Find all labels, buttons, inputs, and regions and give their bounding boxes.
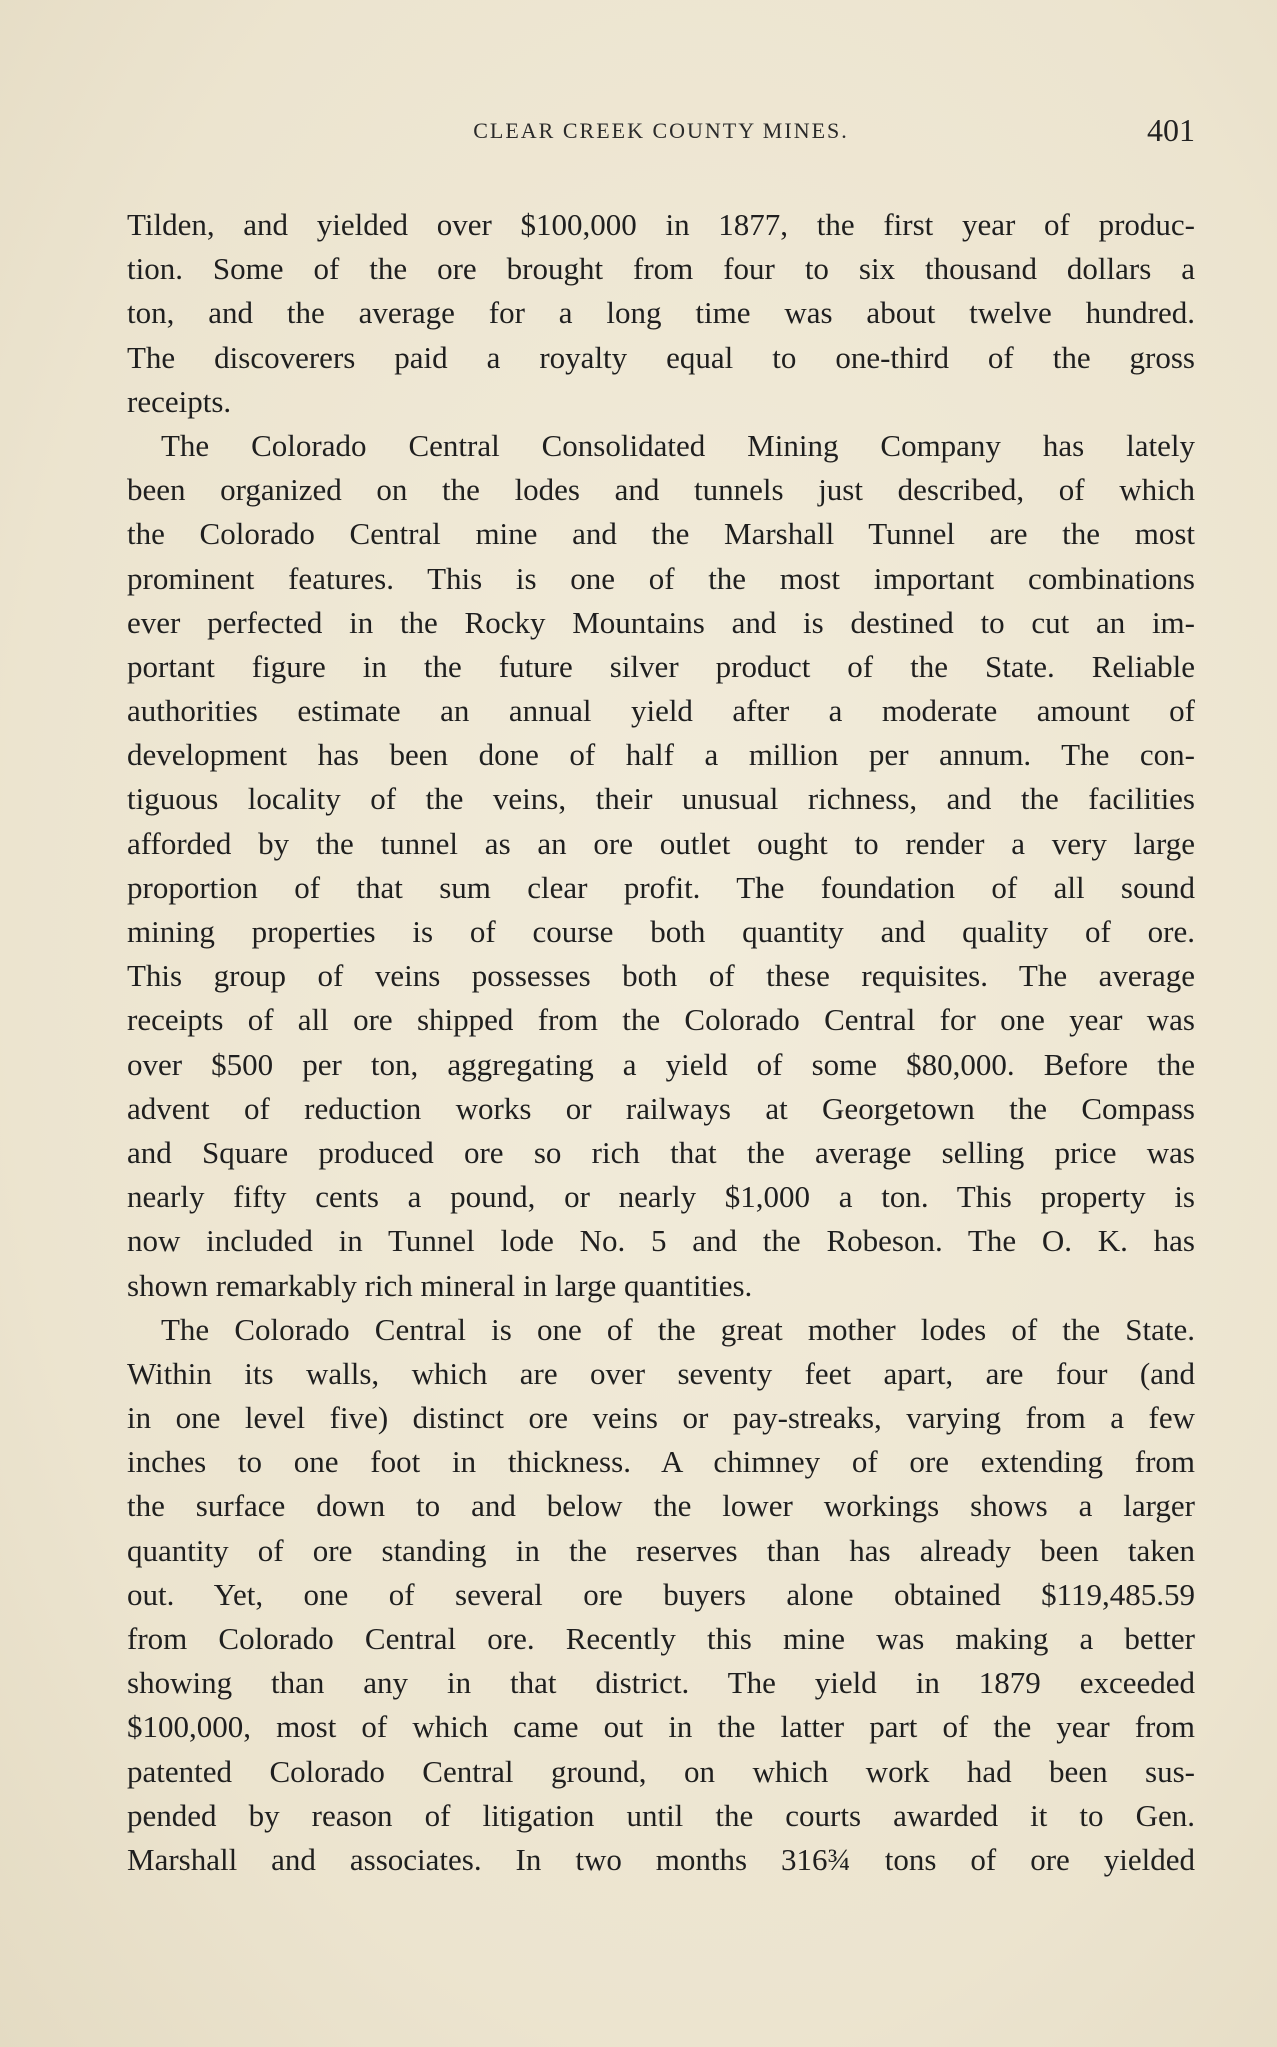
text-line: receipts of all ore shipped from the Colorado Central for one year was [127,1002,1195,1038]
text-line: patented Colorado Central ground, on which work had been sus- [127,1753,1195,1789]
text-line: ever perfected in the Rocky Mountains and is destined to cut an im- [127,604,1195,640]
text-line: development has been done of half a million per annum. The con- [127,737,1195,773]
text-line: prominent features. This is one of the most important combinations [127,560,1195,596]
text-line: nearly fifty cents a pound, or nearly $1,000 a ton. This property is [127,1179,1195,1215]
text-line: and Square produced ore so rich that the average selling price was [127,1134,1195,1170]
text-line: ton, and the average for a long time was about twelve hundred. [127,295,1195,331]
text-line: over $500 per ton, aggregating a yield of some $80,000. Before the [127,1046,1195,1082]
text-line: proportion of that sum clear profit. The foundation of all sound [127,869,1195,905]
page-number: 401 [1147,112,1195,148]
text-line: Tilden, and yielded over $100,000 in 1877, the first year of produc- [127,207,1195,242]
text-line: quantity of ore standing in the reserves than has already been taken [127,1532,1195,1568]
text-line: This group of veins possesses both of these requisites. The average [127,958,1195,994]
paragraph-start-line: The Colorado Central Consolidated Mining Company has lately [161,427,1195,463]
text-line: authorities estimate an annual yield after a moderate amount of [127,693,1195,729]
text-line: showing than any in that district. The yield in 1879 exceeded [127,1665,1195,1701]
text-line: mining properties is of course both quantity and quality of ore. [127,914,1195,949]
text-line: Within its walls, which are over seventy feet apart, are four (and [127,1355,1195,1391]
text-line: afforded by the tunnel as an ore outlet ought to render a very large [127,825,1195,861]
text-line: out. Yet, one of several ore buyers alone obtained $119,485.59 [127,1576,1195,1612]
text-line: now included in Tunnel lode No. 5 and the Robeson. The O. K. has [127,1223,1195,1259]
text-line: $100,000, most of which came out in the latter part of the year from [127,1709,1195,1745]
text-line: shown remarkably rich mineral in large quantities. [127,1267,753,1303]
text-line: advent of reduction works or railways at Georgetown the Compass [127,1090,1195,1126]
text-line: tion. Some of the ore brought from four to six thousand dollars a [127,251,1195,287]
paragraph-start-line: The Colorado Central is one of the great mother lodes of the State. [161,1311,1195,1347]
text-line: inches to one foot in thickness. A chimney of ore extending from [127,1444,1195,1480]
running-head [127,112,1195,152]
text-line: the surface down to and below the lower workings shows a larger [127,1488,1195,1524]
text-line: been organized on the lodes and tunnels just described, of which [127,472,1195,508]
text-line: tiguous locality of the veins, their unusual richness, and the facilities [127,781,1195,817]
text-line: in one level five) distinct ore veins or pay-streaks, varying from a few [127,1400,1195,1436]
text-line: The discoverers paid a royalty equal to one-third of the gross [127,339,1195,375]
body-text [127,203,1195,1882]
text-line: pended by reason of litigation until the courts awarded it to Gen. [127,1797,1195,1833]
text-line: the Colorado Central mine and the Marshall Tunnel are the most [127,516,1195,552]
running-head-title: CLEAR CREEK COUNTY MINES. [473,118,849,143]
text-line: receipts. [127,383,232,419]
text-line: from Colorado Central ore. Recently this mine was making a better [127,1621,1195,1656]
text-line: portant figure in the future silver product of the State. Reliable [127,648,1195,684]
text-line: Marshall and associates. In two months 316¾ tons of ore yielded [127,1841,1195,1877]
